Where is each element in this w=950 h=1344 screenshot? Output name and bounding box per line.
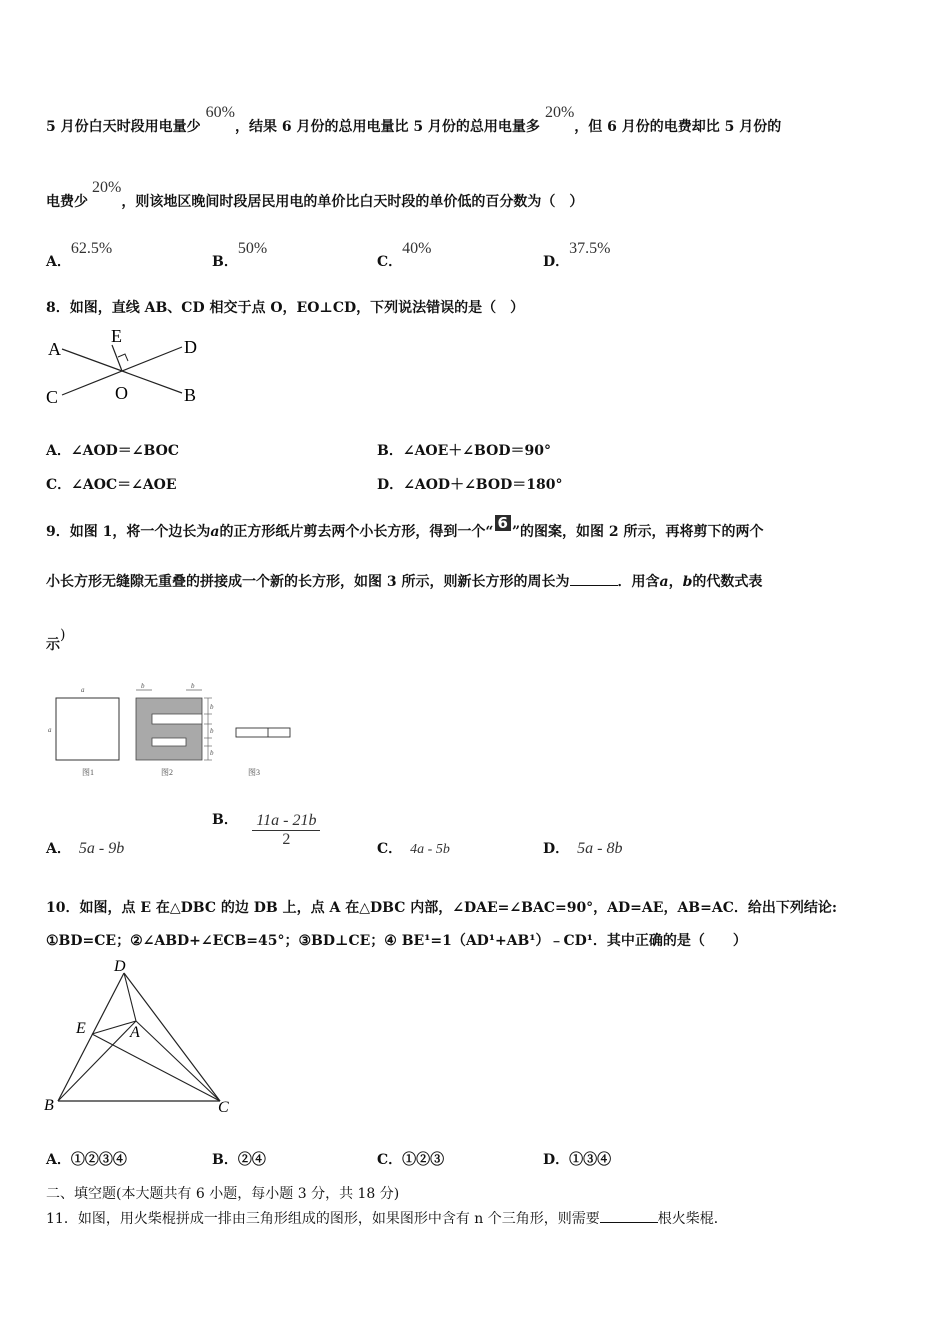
q9-fig1-top-label: a	[81, 686, 85, 694]
q8-option-d-label: D．	[377, 477, 404, 493]
q10-label-a: A	[130, 1024, 140, 1041]
q7-option-c[interactable]	[377, 238, 432, 270]
q10-figure	[40, 955, 240, 1120]
q11-text-a: 11．如图，用火柴棍拼成一排由三角形组成的图形，如果图形中含有 n 个三角形，则需要	[46, 1211, 600, 1227]
q9-var-a: a	[210, 524, 220, 540]
q9-answer-blank[interactable]	[570, 572, 618, 586]
q7-line1-text3: ，但 6 月份的电费却比 5 月份的	[574, 119, 782, 135]
q9-fig3-caption: 图3	[248, 768, 260, 777]
q9-line2-text-a: 小长方形无缝隙无重叠的拼接成一个新的长方形，如图 3 所示，则新长方形的周长为	[46, 574, 570, 590]
q9-paren: )	[60, 627, 66, 643]
q10-option-c-text: ①②③	[402, 1152, 445, 1168]
q9-line3-text: 示	[46, 637, 60, 653]
q9-option-c[interactable]	[377, 838, 450, 858]
q11-text-b: 根火柴棍．	[657, 1211, 728, 1227]
q10-seg-ac	[136, 1021, 220, 1101]
q8-label-b: B	[184, 385, 197, 405]
q7-value-20pct-a: 20%	[544, 104, 575, 121]
q8-label-c: C	[46, 387, 59, 407]
q7-line2-text2: ，则该地区晚间时段居民用电的单价比白天时段的单价低的百分数为（ ）	[121, 194, 584, 210]
q9-var-b: b	[682, 574, 693, 590]
q9-option-b-denominator: 2	[282, 831, 291, 848]
q10-line1: 10．如图，点 E 在△DBC 的边 DB 上，点 A 在△DBC 内部，∠DAE=∠BAC=90°，AD=AE，AB=AC．给出下列结论:	[46, 900, 838, 916]
q10-option-d[interactable]	[543, 1149, 611, 1169]
q8-option-a-label: A．	[46, 443, 71, 459]
q7-line1	[46, 104, 782, 136]
q8-label-d: D	[184, 337, 197, 357]
q8-option-a[interactable]	[46, 440, 179, 460]
q8-ray-eo	[112, 345, 122, 371]
q10-option-a-label: A．	[46, 1152, 71, 1168]
q8-option-b-label: B．	[377, 443, 403, 459]
q9-option-b-label: B．	[212, 812, 238, 828]
q9-option-d-label: D．	[543, 841, 570, 857]
q9-option-b-numerator: 11a - 21b	[252, 812, 320, 831]
q9-option-b-fraction	[252, 812, 320, 849]
q10-label-e: E	[76, 1020, 86, 1037]
q9-line1	[46, 514, 764, 541]
q7-line1-text2: ，结果 6 月份的总用电量比 5 月份的总用电量多	[234, 119, 540, 135]
q7-line2-text1: 电费少	[46, 194, 88, 210]
q9-line2-text-c: 的代数式表	[692, 574, 763, 590]
q9-option-a-label: A．	[46, 841, 71, 857]
q9-fig1-side-label: a	[48, 726, 52, 734]
q9-fig1-caption: 图1	[82, 768, 94, 777]
q9-line1-text-c: ”的图案，如图 2 所示，再将剪下的两个	[511, 524, 764, 540]
section2-heading: 二、填空题(本大题共有 6 小题，每小题 3 分，共 18 分)	[46, 1186, 400, 1202]
q9-fig2-b-label-1: b	[141, 682, 145, 690]
q7-line1-text1: 5 月份白天时段用电量少	[46, 119, 201, 135]
q9-fig2-b-label-2: b	[191, 682, 195, 690]
q9-option-a-value: 5a - 9b	[78, 840, 125, 857]
q9-line2-text-b: ．用含	[617, 574, 660, 590]
q7-option-a-label: A．	[46, 254, 71, 270]
q9-fig2-six-shape	[136, 698, 202, 760]
q8-right-angle-mark	[118, 354, 128, 361]
q8-option-a-text: ∠AOD＝∠BOC	[70, 443, 179, 459]
q11-answer-blank[interactable]	[600, 1209, 658, 1223]
q10-label-c: C	[218, 1099, 229, 1116]
q7-option-c-value: 40%	[402, 240, 432, 257]
q7-option-b-value: 50%	[237, 240, 268, 257]
q9-var-a2: a	[659, 574, 669, 590]
q10-line2: ①BD=CE；②∠ABD+∠ECB=45°；③BD⊥CE；④ BE¹=1（AD¹+AB¹）﹣CD¹．其中正确的是（ ）	[46, 933, 747, 949]
q9-six-glyph: 6	[495, 515, 511, 531]
q10-option-b-label: B．	[212, 1152, 238, 1168]
q10-option-c-label: C．	[377, 1152, 403, 1168]
q10-label-d: D	[114, 958, 126, 975]
q9-fig2-caption: 图2	[161, 768, 173, 777]
q7-option-a-value: 62.5%	[70, 240, 113, 257]
q9-option-c-label: C．	[377, 841, 403, 857]
q9-option-d-value: 5a - 8b	[577, 840, 623, 857]
q9-line3	[46, 627, 66, 654]
q9-fig2-b-label-4: b	[210, 727, 214, 735]
q8-figure	[40, 325, 220, 410]
q11-stem	[46, 1208, 728, 1228]
q10-option-b[interactable]	[212, 1149, 266, 1169]
q8-label-a: A	[48, 339, 61, 359]
q10-seg-db	[58, 973, 124, 1101]
q9-option-c-value: 4a - 5b	[410, 842, 450, 857]
q7-option-d-value: 37.5%	[569, 240, 611, 257]
q8-option-c-text: ∠AOC＝∠AOE	[71, 477, 177, 493]
q9-fig1-square	[56, 698, 119, 760]
q9-fig3-rectangle	[236, 728, 290, 737]
q7-line2	[46, 179, 584, 211]
q8-option-d[interactable]	[377, 474, 562, 494]
q7-value-60pct: 60%	[205, 104, 235, 121]
q9-option-b[interactable]	[212, 812, 320, 849]
q9-fig2-b-label-5: b	[210, 749, 214, 757]
q9-comma: ，	[668, 574, 683, 590]
q10-option-d-label: D．	[543, 1152, 570, 1168]
q8-option-b-text: ∠AOE＋∠BOD＝90°	[402, 443, 551, 459]
q8-option-b[interactable]	[377, 440, 551, 460]
q8-option-c[interactable]	[46, 474, 177, 494]
q10-option-b-text: ②④	[237, 1152, 266, 1168]
q9-line2	[46, 571, 762, 591]
q10-option-c[interactable]	[377, 1149, 444, 1169]
q8-option-d-text: ∠AOD＋∠BOD＝180°	[403, 477, 563, 493]
q9-option-d[interactable]	[543, 838, 622, 858]
q7-option-d-label: D．	[543, 254, 570, 270]
q8-stem: 8．如图，直线 AB、CD 相交于点 O，EO⊥CD，下列说法错误的是（ ）	[46, 300, 525, 316]
q8-label-e: E	[111, 326, 122, 346]
q7-option-b[interactable]	[212, 238, 268, 270]
q10-option-a-text: ①②③④	[70, 1152, 127, 1168]
q8-label-o: O	[115, 383, 128, 403]
q9-option-a[interactable]	[46, 838, 124, 858]
q7-option-c-label: C．	[377, 254, 403, 270]
q7-option-b-label: B．	[212, 254, 238, 270]
q10-option-a[interactable]	[46, 1149, 127, 1169]
q10-option-d-text: ①③④	[569, 1152, 612, 1168]
q8-option-c-label: C．	[46, 477, 72, 493]
q9-figure	[46, 680, 306, 780]
q10-label-b: B	[44, 1097, 54, 1114]
q7-option-a[interactable]	[46, 238, 113, 270]
q10-seg-ec	[92, 1034, 220, 1101]
q7-option-d[interactable]	[543, 238, 611, 270]
q9-line1-text-b: 的正方形纸片剪去两个小长方形，得到一个“	[219, 524, 494, 540]
q9-line1-text-a: 9．如图 1，将一个边长为	[46, 524, 211, 540]
q7-value-20pct-b: 20%	[92, 179, 122, 196]
q9-fig2-b-label-3: b	[210, 703, 214, 711]
